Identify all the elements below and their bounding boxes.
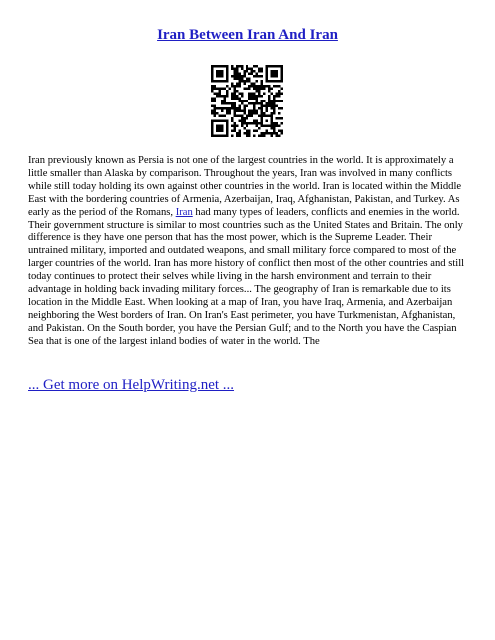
inline-link-iran[interactable]: Iran [175,206,193,218]
qr-code-icon [211,65,283,137]
paragraph-text-start: Iran previously known as Persia is not one of the largest countries in the world. It is approximately a little smaller than Alaska by comparison. Throughout the years, Iran was involved in many conflicts while still today holding its own against other countries in the world. Iran is located within the Middle East with the bordering countries of Armenia, Azerbaijan, Iraq, Afghanistan, Pakistan, and Turkey. As early as the period of the Romans, [28,155,462,218]
get-more-link[interactable]: ... Get more on HelpWriting.net ... [28,377,235,393]
more-link-container [28,376,234,394]
body-paragraph [28,155,470,349]
paragraph-text-end: had many types of leaders, conflicts and enemies in the world. Their government structure is similar to most countries such as the United States and Britain. The only difference is they have one person that has the most power, which is the Supreme Leader. Their untrained military, imported and outdated weapons, and small military force compared to most of the larger countries of the world. Iran has more history of conflict then most of the other countries and still today continues to protect their selves while living in the harsh environment and terrain to their advantage in holding back invading military forces... The geography of Iran is remarkable due to its location in the Middle East. When looking at a map of Iran, you have Iraq, Armenia, and Azerbaijan neighboring the West borders of Iran. On Iran's East perimeter, you have Turkmenistan, Afghanistan, and Pakistan. On the South border, you have the Persian Gulf; and to the North you have the Caspian Sea that is one of the largest inland bodies of water in the world. The [28,206,465,347]
title-link[interactable]: Iran Between Iran And Iran [157,27,338,43]
document-title [0,26,495,44]
